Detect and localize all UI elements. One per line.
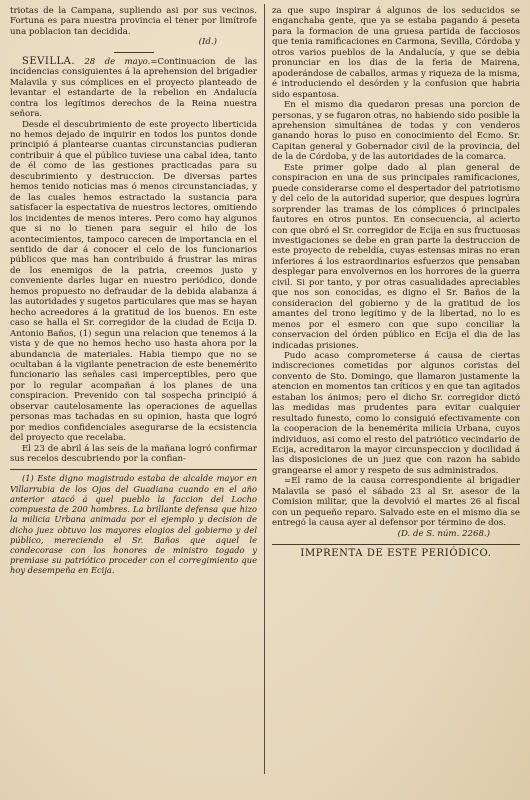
body-paragraph: =El ramo de la causa correspondiente al brigadier Malavila se pasó el sábado 23 al Sr. asesor de la Comision militar, que la devolvió el martes 26 al fiscal con un pequeño reparo. Salvado este en el mismo dia se entregó la causa ayer al defensor por término de dos. [272, 476, 520, 529]
printer-imprint: IMPRENTA DE ESTE PERIÓDICO. [300, 548, 492, 560]
dateline-date: 28 de mayo. [84, 56, 151, 67]
dispatch-lead: =Continuacion de las incidencias consiguientes á la aprehension del brigadier Malavila y sus cómplices en el proyecto planteado de levantar el estandarte de la rebelion en Andalucía contra los legítimos derechos de la Reina nuestra señora. [10, 56, 257, 120]
body-paragraph: Este primer golpe dado al plan general de conspiracion en una de sus principales ramificaciones, puede considerarse como el despertador del patriotismo y del celo de la autoridad superior, que despues logrúra sorprender las tramas de los cómplices ó principales fautores en otros puntos. En consecuencia, al acierto con que obró el Sr. corregidor de Ecija en sus fructuosas investigaciones se debe en gran parte la destruccion de este proyecto de rebeldía, cuyas estensas miras no eran inferiores á los estraordinarios esfuerzos que pensaban desplegar para envolvernos en los horrores de la guerra civil. Si por tanto, y por otras casualidades apreciables que nos son conocidas, es digno el Sr. Baños de la consideracion del gobierno y de la gratitud de los amantes del trono legítimo y de la libertad, no lo es menos por el esmero con que supo conciliar la conservacion del órden público en Ecija el dia de las indicadas prisiones. [272, 162, 520, 351]
body-paragraph: za que supo inspirar á algunos de los seducidos se enganchaba gente, que ya se estaba pagando á peseta para la formacion de una gruesa partida de facciosos que tenia ramificaciones en Carmona, Sevilla, Córdoba y otros varios pueblos de la Andalucía, y que se debia pronunciar en los dias de la feria de Mairena, apoderándose de caballos, armas y riqueza de la misma, é introduciendo el desórden y la confusion que habria sido espantosa. [272, 6, 520, 100]
footnote-divider [10, 469, 257, 470]
footnote: (1) Este digno magistrado estaba de alcalde mayor en Villarrubia de los Ojos del Guadiana cuando en el año anterior atacó á quel pueblo la faccion del Locho compuesta de 200 hombres. La brillante defensa que hizo la milicia Urbana animada por el ejemplo y decision de dicho juez obtuvo los mayores elogios del gobierno y del público, mereciendo el Sr. Baños que aquel le condecorase con los honores de ministro togado y premiase su patriótico proceder con el corregimiento que hoy desempeña en Ecija. [10, 473, 257, 576]
intro-paragraph: triotas de la Campana, supliendo asi por sus vecinos. Fortuna es para nuestra provincia el tener por limítrofe una poblacion tan decidida. [10, 6, 257, 37]
imprint-divider [272, 544, 520, 545]
source-signature: (D. de S. núm. 2268.) [397, 528, 490, 539]
right-column [272, 6, 520, 796]
body-paragraph: Pudo acaso comprometerse á causa de ciertas indiscreciones cometidas por algunos coristas del convento de Sto. Domingo, que llamaron justamente la atencion en momentos tan críticos y en que tan agitados estaban los ánimos; pero el dicho Sr. corregidor dictó las medidas mas prudentes para evitar cualquier resultado funesto, como lo consiguió efectivamente con la cooperacion de la benemérita milicia Urbana, cuyos individuos, asi como el resto del patriótico vecindario de Ecija, acreditaron la mayor circunspeccion y docilidad á las disposiciones de un juez que con razon ha sabido grangearse el amor y respeto de sus administrados. [272, 350, 520, 476]
body-paragraph: El 23 de abril á las seis de la mañana logró confirmar sus recelos descubriendo por la confian- [10, 443, 257, 465]
column-rule [264, 4, 265, 774]
dateline-city: SEVILLA. [22, 55, 76, 67]
intro-signature: (Id.) [198, 37, 217, 48]
body-paragraph: Desde el descubrimiento de este proyecto liberticida no hemos dejado de inquirir en todos los puntos donde principió á plantearse cuantas circunstancias pudieran contribuir á que el público tuviese una cabal idea, tanto de él como de las gestiones practicadas para su descubrimiento y destruccion. De diversas partes hemos tenido noticias mas ó menos circunstanciadas, y de las cuales hemos estractado la sustancia para satisfacer la espectativa de nuestros lectores, omitiendo los incidentes de menos interes. Pero como hay algunos que si no lo tienen para seguir el hilo de los acontecimientos, tampoco carecen de importancia en el sentido de dar á conocer el celo de los funcionarios públicos que mas han contribuido á frustrar las miras de los enemigos de la patria, creemos justo y conveniente darles lugar en nuestro periódico, donde hemos propuesto no defraudar de la debida alabanza á las autoridades y sugetos particulares que mas se hayan hecho acreedores á la gratitud de los buenos. En este caso se halla el Sr. corregidor de la ciudad de Ecija D. Antonio Baños, (1) segun una relacion que tenemos á la vista y de que no hemos hecho uso hasta ahora por la abundancia de materiales. Habia tiempo que no se ocultaban á la vigilante penetracion de este benemérito funcionario las señales casi imperceptibles, pero que por lo regular acompañan á los planes de una conspiracion. Prevenido con tal sospecha principió á observar cautelosamente las operaciones de aquellas personas mas tachadas en su opinion, hasta que logró por medios confidenciales asegurarse de la ecsistencia del proyecto que recelaba. [10, 119, 257, 444]
body-paragraph: En el mismo dia quedaron presas una porcion de personas, y se fugaron otras, no habiendo sido posible la aprehension simultánea de todas y con venderos ganando horas lo puso en conocimiento del Ecmo. Sr. Capitan general y Gobernador civil de la provincia, del de la de Córdoba, y de las autoridades de la comarca. [272, 100, 520, 163]
seville-dispatch [10, 57, 257, 120]
left-column [10, 6, 257, 796]
section-divider [114, 52, 154, 53]
